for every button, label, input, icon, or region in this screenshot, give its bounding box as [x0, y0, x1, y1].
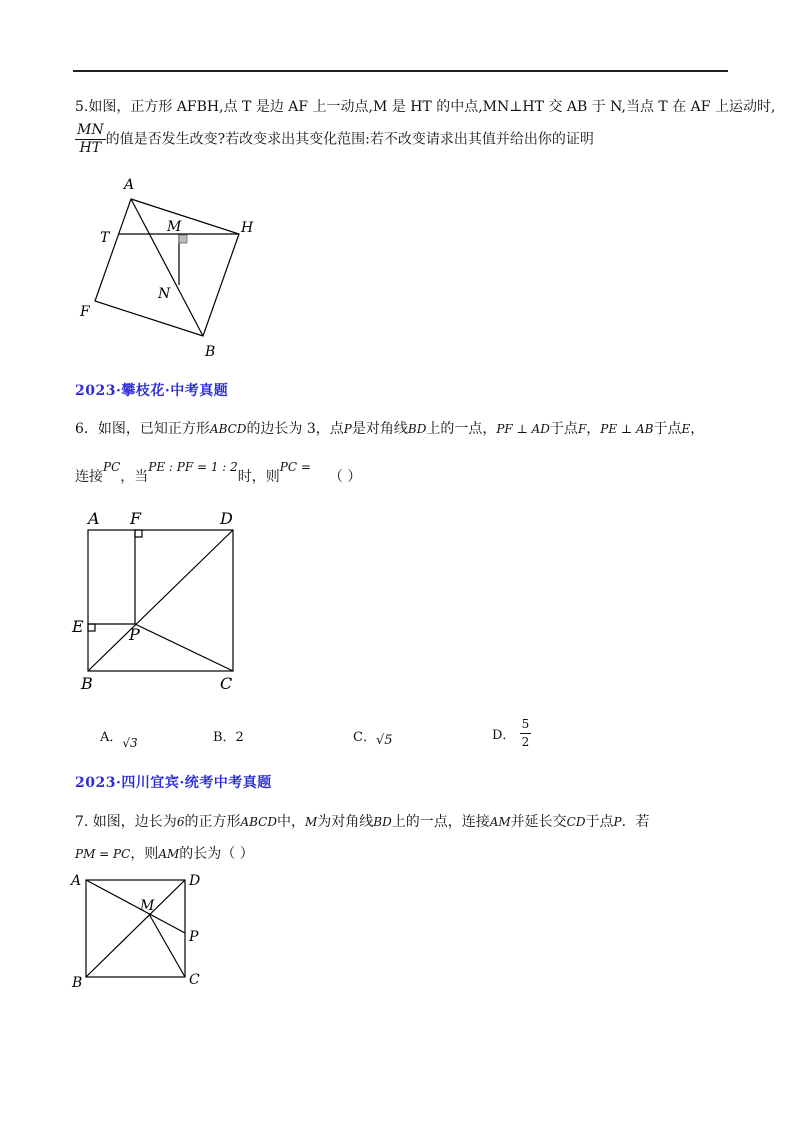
q6-option-b[interactable]: B．2	[213, 730, 244, 745]
q6-label-p: P	[129, 625, 140, 644]
q6-right-angle-f	[135, 530, 142, 537]
q6-text-line1: 6．如图，已知正方形ABCD的边长为 3，点P是对角线BD上的一点，PF ⊥ AD于点F，PE ⊥ AB于点E，	[75, 421, 705, 437]
q6-option-a[interactable]: A．√3	[100, 730, 138, 750]
q5-label-t: T	[100, 230, 110, 246]
q5-label-a: A	[124, 177, 135, 193]
q7-figure	[68, 866, 218, 996]
q6-diagonal-bd	[88, 530, 233, 671]
q7-segment-ap	[86, 880, 185, 933]
q6-segment-pc	[135, 624, 233, 671]
q5-figure	[60, 170, 280, 370]
q7-label-p: P	[189, 929, 199, 945]
q6-text-line2: 连接PC，当PE : PF = 1 : 2时，则PC =（ ）	[75, 460, 362, 485]
q6-label-e: E	[72, 617, 84, 636]
header-rule	[73, 70, 728, 72]
q5-text-line2: $\frac{MN}{HT}$ 的值是否发生改变?若改变求出其变化范围:若不改变请求出其值并给出你的证明	[77, 122, 594, 156]
q6-figure	[68, 505, 248, 695]
q7-source: 2023·四川宜宾·统考中考真题	[75, 775, 272, 791]
q6-option-d[interactable]: D． $\frac{5}{2}$	[492, 717, 530, 749]
q7-text-line2: PM = PC，则AM的长为（ ）	[75, 846, 254, 862]
q7-diagonal-bd	[86, 880, 185, 977]
q6-option-c[interactable]: C．√5	[353, 730, 393, 748]
q5-label-f: F	[80, 304, 90, 320]
q6-source: 2023·攀枝花·中考真题	[75, 383, 229, 399]
q5-right-angle-mark	[179, 235, 187, 243]
q5-label-m: M	[167, 219, 182, 235]
q7-label-b: B	[72, 975, 83, 991]
q6-label-f: F	[130, 509, 142, 528]
q7-label-a: A	[71, 873, 82, 889]
q6-right-angle-e	[88, 624, 95, 631]
q7-label-c: C	[189, 972, 200, 988]
q7-label-m: M	[140, 898, 155, 914]
q6-label-a: A	[88, 509, 100, 528]
q5-label-b: B	[205, 344, 216, 360]
q5-label-n: N	[158, 286, 171, 302]
q5-fraction: $\frac{MN}{HT}$	[77, 122, 104, 156]
q6-label-d: D	[220, 509, 233, 528]
q6-label-b: B	[81, 674, 93, 693]
q7-label-d: D	[189, 873, 201, 889]
q5-text-line1: 5.如图，正方形 AFBH,点 T 是边 AF 上一动点,M 是 HT 的中点,MN⊥HT 交 AB 于 N,当点 T 在 AF 上运动时,	[75, 99, 776, 115]
q5-label-h: H	[241, 220, 254, 236]
q7-text-line1: 7. 如图，边长为6的正方形ABCD中，M为对角线BD上的一点，连接AM并延长交CD于点P．若	[75, 814, 650, 830]
q6-label-c: C	[220, 674, 233, 693]
